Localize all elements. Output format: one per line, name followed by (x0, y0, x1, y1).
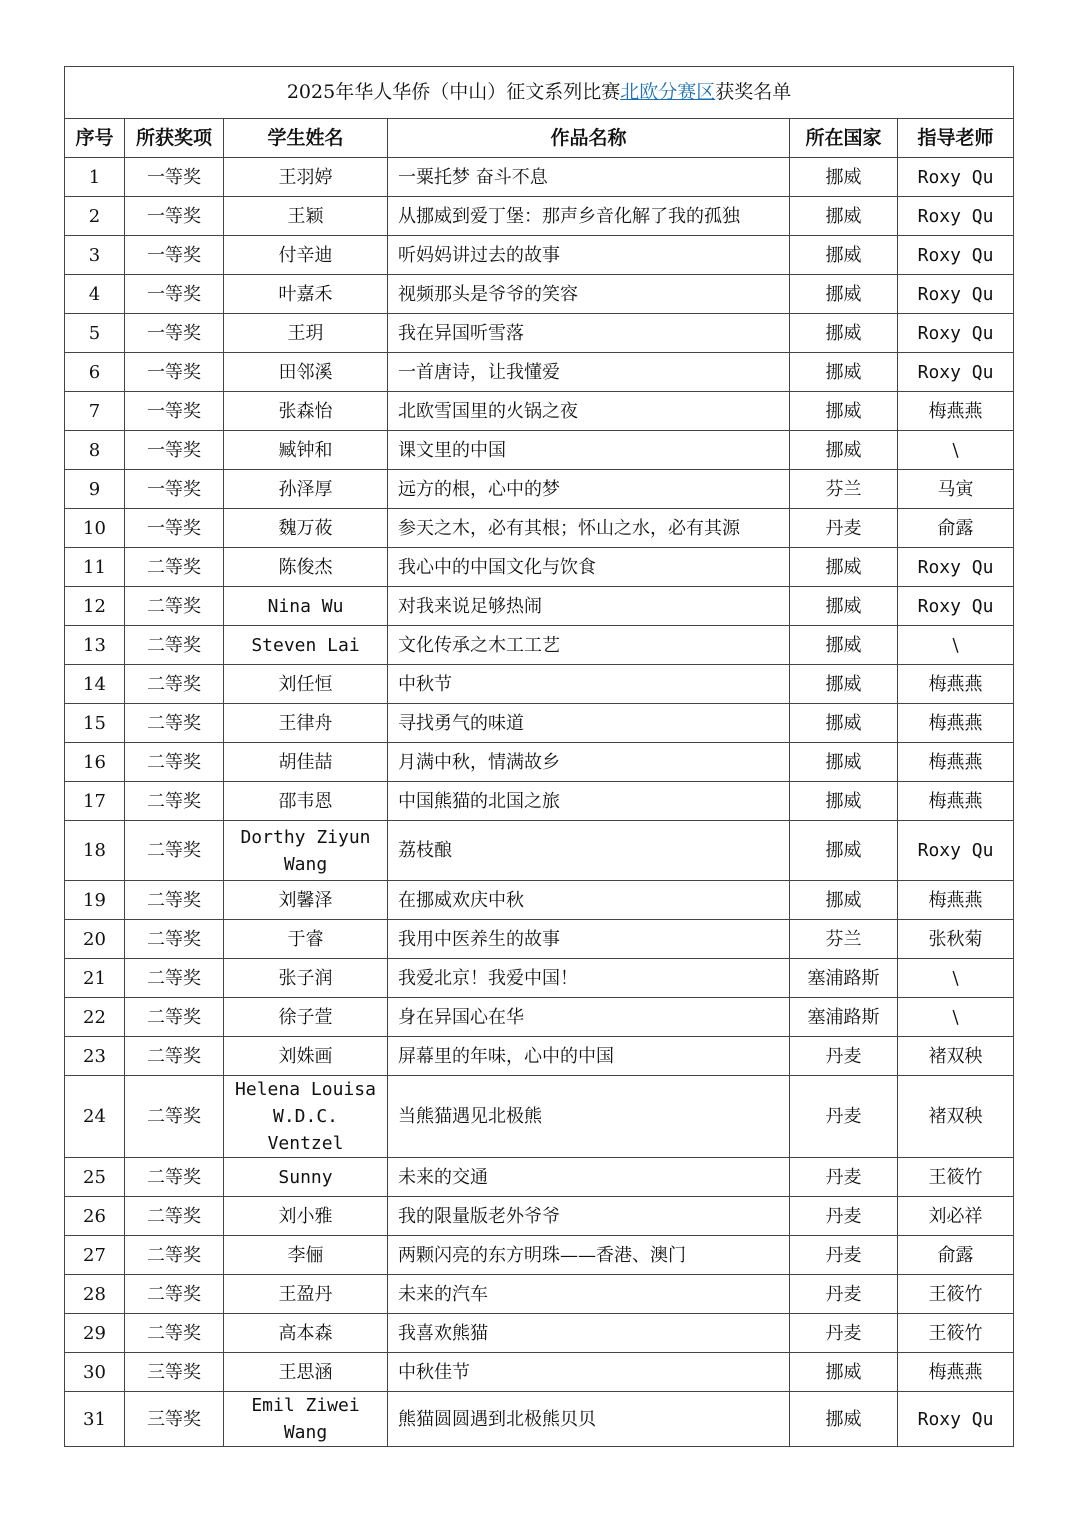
cell-work-title: 一粟托梦 奋斗不息 (388, 158, 790, 197)
table-row (65, 431, 1014, 470)
cell-country: 挪威 (790, 782, 898, 821)
cell-award: 一等奖 (125, 353, 224, 392)
table-row (65, 1275, 1014, 1314)
cell-no: 8 (65, 431, 125, 470)
cell-award: 一等奖 (125, 470, 224, 509)
cell-no: 1 (65, 158, 125, 197)
cell-work-title: 屏幕里的年味，心中的中国 (388, 1037, 790, 1076)
cell-work-title: 视频那头是爷爷的笑容 (388, 275, 790, 314)
cell-country: 挪威 (790, 353, 898, 392)
cell-award: 二等奖 (125, 743, 224, 782)
cell-no: 4 (65, 275, 125, 314)
cell-no: 27 (65, 1236, 125, 1275)
cell-teacher: 马寅 (898, 470, 1014, 509)
table-row (65, 236, 1014, 275)
cell-award: 一等奖 (125, 314, 224, 353)
cell-no: 12 (65, 587, 125, 626)
cell-country: 挪威 (790, 626, 898, 665)
cell-teacher: 褚双秧 (898, 1037, 1014, 1076)
cell-award: 二等奖 (125, 959, 224, 998)
header-country: 所在国家 (790, 119, 898, 158)
cell-award: 二等奖 (125, 1197, 224, 1236)
cell-award: 二等奖 (125, 998, 224, 1037)
cell-award: 一等奖 (125, 197, 224, 236)
cell-work-title: 当熊猫遇见北极熊 (388, 1076, 790, 1158)
cell-student-name: 王律舟 (224, 704, 388, 743)
table-row (65, 587, 1014, 626)
cell-student-name: 田邻溪 (224, 353, 388, 392)
cell-work-title: 未来的汽车 (388, 1275, 790, 1314)
cell-country: 芬兰 (790, 470, 898, 509)
cell-country: 丹麦 (790, 1158, 898, 1197)
cell-no: 16 (65, 743, 125, 782)
cell-work-title: 远方的根，心中的梦 (388, 470, 790, 509)
header-row (65, 119, 1014, 158)
cell-country: 丹麦 (790, 1275, 898, 1314)
cell-no: 24 (65, 1076, 125, 1158)
cell-award: 二等奖 (125, 1236, 224, 1275)
cell-no: 28 (65, 1275, 125, 1314)
table-row (65, 392, 1014, 431)
cell-work-title: 中秋佳节 (388, 1353, 790, 1392)
cell-country: 挪威 (790, 431, 898, 470)
cell-country: 丹麦 (790, 1197, 898, 1236)
cell-no: 3 (65, 236, 125, 275)
cell-work-title: 我爱北京！我爱中国！ (388, 959, 790, 998)
cell-country: 挪威 (790, 1392, 898, 1447)
cell-student-name: 高本森 (224, 1314, 388, 1353)
title-highlight-link[interactable]: 北欧分赛区 (620, 81, 716, 103)
table-row (65, 470, 1014, 509)
cell-work-title: 一首唐诗，让我懂爱 (388, 353, 790, 392)
cell-no: 11 (65, 548, 125, 587)
cell-work-title: 月满中秋，情满故乡 (388, 743, 790, 782)
cell-work-title: 未来的交通 (388, 1158, 790, 1197)
cell-country: 挪威 (790, 881, 898, 920)
table-row (65, 821, 1014, 881)
table-row (65, 998, 1014, 1037)
cell-student-name: 张子润 (224, 959, 388, 998)
cell-teacher: Roxy Qu (898, 314, 1014, 353)
cell-work-title: 课文里的中国 (388, 431, 790, 470)
cell-student-name: Nina Wu (224, 587, 388, 626)
cell-country: 丹麦 (790, 1076, 898, 1158)
cell-country: 挪威 (790, 314, 898, 353)
table-row (65, 782, 1014, 821)
cell-no: 19 (65, 881, 125, 920)
table-row (65, 548, 1014, 587)
cell-teacher: 刘必祥 (898, 1197, 1014, 1236)
cell-student-name: Steven Lai (224, 626, 388, 665)
cell-teacher: 梅燕燕 (898, 782, 1014, 821)
cell-work-title: 文化传承之木工工艺 (388, 626, 790, 665)
cell-award: 一等奖 (125, 158, 224, 197)
cell-award: 二等奖 (125, 587, 224, 626)
cell-award: 二等奖 (125, 1314, 224, 1353)
cell-teacher: 梅燕燕 (898, 704, 1014, 743)
cell-work-title: 我在异国听雪落 (388, 314, 790, 353)
cell-no: 31 (65, 1392, 125, 1447)
cell-work-title: 熊猫圆圆遇到北极熊贝贝 (388, 1392, 790, 1447)
cell-teacher: 梅燕燕 (898, 392, 1014, 431)
cell-work-title: 中国熊猫的北国之旅 (388, 782, 790, 821)
header-student-name: 学生姓名 (224, 119, 388, 158)
cell-student-name: Helena Louisa W.D.C. Ventzel (224, 1076, 388, 1158)
cell-award: 二等奖 (125, 782, 224, 821)
table-row (65, 197, 1014, 236)
header-no: 序号 (65, 119, 125, 158)
table-row (65, 1076, 1014, 1158)
cell-no: 30 (65, 1353, 125, 1392)
cell-student-name: 李俪 (224, 1236, 388, 1275)
cell-award: 二等奖 (125, 1275, 224, 1314)
cell-award: 一等奖 (125, 509, 224, 548)
cell-student-name: 王盈丹 (224, 1275, 388, 1314)
cell-work-title: 对我来说足够热闹 (388, 587, 790, 626)
cell-teacher: Roxy Qu (898, 587, 1014, 626)
header-award: 所获奖项 (125, 119, 224, 158)
cell-no: 17 (65, 782, 125, 821)
award-list-document (64, 66, 1013, 1447)
cell-teacher: 梅燕燕 (898, 881, 1014, 920)
cell-work-title: 参天之木，必有其根；怀山之水，必有其源 (388, 509, 790, 548)
cell-student-name: 王颖 (224, 197, 388, 236)
cell-award: 二等奖 (125, 704, 224, 743)
cell-work-title: 两颗闪亮的东方明珠——香港、澳门 (388, 1236, 790, 1275)
cell-student-name: 刘小雅 (224, 1197, 388, 1236)
cell-teacher: Roxy Qu (898, 821, 1014, 881)
cell-teacher: \ (898, 959, 1014, 998)
cell-teacher: 俞露 (898, 1236, 1014, 1275)
cell-country: 塞浦路斯 (790, 998, 898, 1037)
cell-student-name: 王羽婷 (224, 158, 388, 197)
cell-work-title: 我心中的中国文化与饮食 (388, 548, 790, 587)
cell-country: 丹麦 (790, 1037, 898, 1076)
cell-work-title: 我喜欢熊猫 (388, 1314, 790, 1353)
cell-country: 芬兰 (790, 920, 898, 959)
cell-award: 三等奖 (125, 1353, 224, 1392)
cell-no: 22 (65, 998, 125, 1037)
table-row (65, 275, 1014, 314)
cell-award: 一等奖 (125, 236, 224, 275)
table-row (65, 1037, 1014, 1076)
cell-student-name: 胡佳喆 (224, 743, 388, 782)
header-work-title: 作品名称 (388, 119, 790, 158)
cell-country: 丹麦 (790, 509, 898, 548)
cell-country: 丹麦 (790, 1314, 898, 1353)
cell-no: 21 (65, 959, 125, 998)
cell-work-title: 身在异国心在华 (388, 998, 790, 1037)
cell-student-name: 臧钟和 (224, 431, 388, 470)
table-row (65, 743, 1014, 782)
cell-teacher: \ (898, 431, 1014, 470)
cell-award: 二等奖 (125, 665, 224, 704)
cell-student-name: 孙泽厚 (224, 470, 388, 509)
cell-no: 26 (65, 1197, 125, 1236)
title-row (65, 67, 1014, 119)
table-row (65, 1236, 1014, 1275)
cell-teacher: Roxy Qu (898, 236, 1014, 275)
cell-work-title: 寻找勇气的味道 (388, 704, 790, 743)
cell-teacher: 张秋菊 (898, 920, 1014, 959)
cell-work-title: 我用中医养生的故事 (388, 920, 790, 959)
cell-country: 塞浦路斯 (790, 959, 898, 998)
cell-work-title: 北欧雪国里的火锅之夜 (388, 392, 790, 431)
cell-teacher: Roxy Qu (898, 197, 1014, 236)
cell-country: 挪威 (790, 158, 898, 197)
cell-teacher: 梅燕燕 (898, 665, 1014, 704)
cell-teacher: 梅燕燕 (898, 1353, 1014, 1392)
cell-no: 9 (65, 470, 125, 509)
cell-student-name: 刘馨泽 (224, 881, 388, 920)
table-row (65, 665, 1014, 704)
cell-student-name: Dorthy Ziyun Wang (224, 821, 388, 881)
cell-student-name: 付辛迪 (224, 236, 388, 275)
cell-country: 挪威 (790, 275, 898, 314)
cell-student-name: 王思涵 (224, 1353, 388, 1392)
cell-award: 二等奖 (125, 920, 224, 959)
cell-no: 25 (65, 1158, 125, 1197)
cell-no: 7 (65, 392, 125, 431)
cell-teacher: 王筱竹 (898, 1314, 1014, 1353)
cell-student-name: 张森怡 (224, 392, 388, 431)
cell-award: 一等奖 (125, 275, 224, 314)
cell-student-name: 王玥 (224, 314, 388, 353)
cell-country: 挪威 (790, 587, 898, 626)
cell-country: 挪威 (790, 743, 898, 782)
cell-no: 13 (65, 626, 125, 665)
cell-award: 二等奖 (125, 626, 224, 665)
cell-award: 二等奖 (125, 1037, 224, 1076)
cell-teacher: Roxy Qu (898, 548, 1014, 587)
award-table-body (65, 158, 1014, 1447)
cell-student-name: Emil Ziwei Wang (224, 1392, 388, 1447)
cell-award: 三等奖 (125, 1392, 224, 1447)
cell-work-title: 从挪威到爱丁堡：那声乡音化解了我的孤独 (388, 197, 790, 236)
cell-student-name: 刘任恒 (224, 665, 388, 704)
cell-student-name: 魏万莜 (224, 509, 388, 548)
cell-country: 挪威 (790, 548, 898, 587)
table-row (65, 1158, 1014, 1197)
cell-no: 29 (65, 1314, 125, 1353)
cell-award: 二等奖 (125, 821, 224, 881)
cell-teacher: \ (898, 626, 1014, 665)
table-row (65, 158, 1014, 197)
table-row (65, 881, 1014, 920)
cell-student-name: 刘姝画 (224, 1037, 388, 1076)
table-row (65, 626, 1014, 665)
table-row (65, 704, 1014, 743)
table-row (65, 1392, 1014, 1447)
cell-work-title: 听妈妈讲过去的故事 (388, 236, 790, 275)
cell-no: 10 (65, 509, 125, 548)
cell-teacher: 俞露 (898, 509, 1014, 548)
page-title (65, 67, 1014, 119)
cell-work-title: 我的限量版老外爷爷 (388, 1197, 790, 1236)
cell-no: 15 (65, 704, 125, 743)
cell-student-name: 徐子萱 (224, 998, 388, 1037)
table-row (65, 509, 1014, 548)
cell-teacher: Roxy Qu (898, 353, 1014, 392)
cell-country: 挪威 (790, 392, 898, 431)
cell-award: 二等奖 (125, 1158, 224, 1197)
cell-award: 二等奖 (125, 1076, 224, 1158)
title-suffix: 获奖名单 (715, 81, 792, 103)
title-prefix: 2025年华人华侨（中山）征文系列比赛 (286, 81, 621, 103)
cell-teacher: Roxy Qu (898, 158, 1014, 197)
cell-award: 二等奖 (125, 881, 224, 920)
table-row (65, 920, 1014, 959)
cell-no: 14 (65, 665, 125, 704)
cell-student-name: Sunny (224, 1158, 388, 1197)
cell-no: 5 (65, 314, 125, 353)
cell-country: 挪威 (790, 704, 898, 743)
cell-no: 18 (65, 821, 125, 881)
award-table (64, 66, 1014, 1447)
table-row (65, 314, 1014, 353)
cell-award: 一等奖 (125, 431, 224, 470)
table-row (65, 1314, 1014, 1353)
cell-student-name: 陈俊杰 (224, 548, 388, 587)
cell-student-name: 邵韦恩 (224, 782, 388, 821)
cell-no: 2 (65, 197, 125, 236)
cell-no: 20 (65, 920, 125, 959)
cell-work-title: 荔枝酿 (388, 821, 790, 881)
cell-work-title: 在挪威欢庆中秋 (388, 881, 790, 920)
cell-student-name: 叶嘉禾 (224, 275, 388, 314)
cell-teacher: Roxy Qu (898, 275, 1014, 314)
cell-teacher: 王筱竹 (898, 1158, 1014, 1197)
cell-country: 挪威 (790, 197, 898, 236)
table-row (65, 1353, 1014, 1392)
cell-student-name: 于睿 (224, 920, 388, 959)
cell-award: 一等奖 (125, 392, 224, 431)
cell-no: 6 (65, 353, 125, 392)
cell-teacher: Roxy Qu (898, 1392, 1014, 1447)
cell-teacher: 梅燕燕 (898, 743, 1014, 782)
cell-award: 二等奖 (125, 548, 224, 587)
cell-country: 丹麦 (790, 1236, 898, 1275)
cell-country: 挪威 (790, 1353, 898, 1392)
cell-work-title: 中秋节 (388, 665, 790, 704)
cell-teacher: 褚双秧 (898, 1076, 1014, 1158)
table-row (65, 1197, 1014, 1236)
cell-country: 挪威 (790, 821, 898, 881)
cell-country: 挪威 (790, 236, 898, 275)
table-row (65, 959, 1014, 998)
cell-teacher: 王筱竹 (898, 1275, 1014, 1314)
cell-no: 23 (65, 1037, 125, 1076)
header-teacher: 指导老师 (898, 119, 1014, 158)
cell-teacher: \ (898, 998, 1014, 1037)
table-row (65, 353, 1014, 392)
cell-country: 挪威 (790, 665, 898, 704)
